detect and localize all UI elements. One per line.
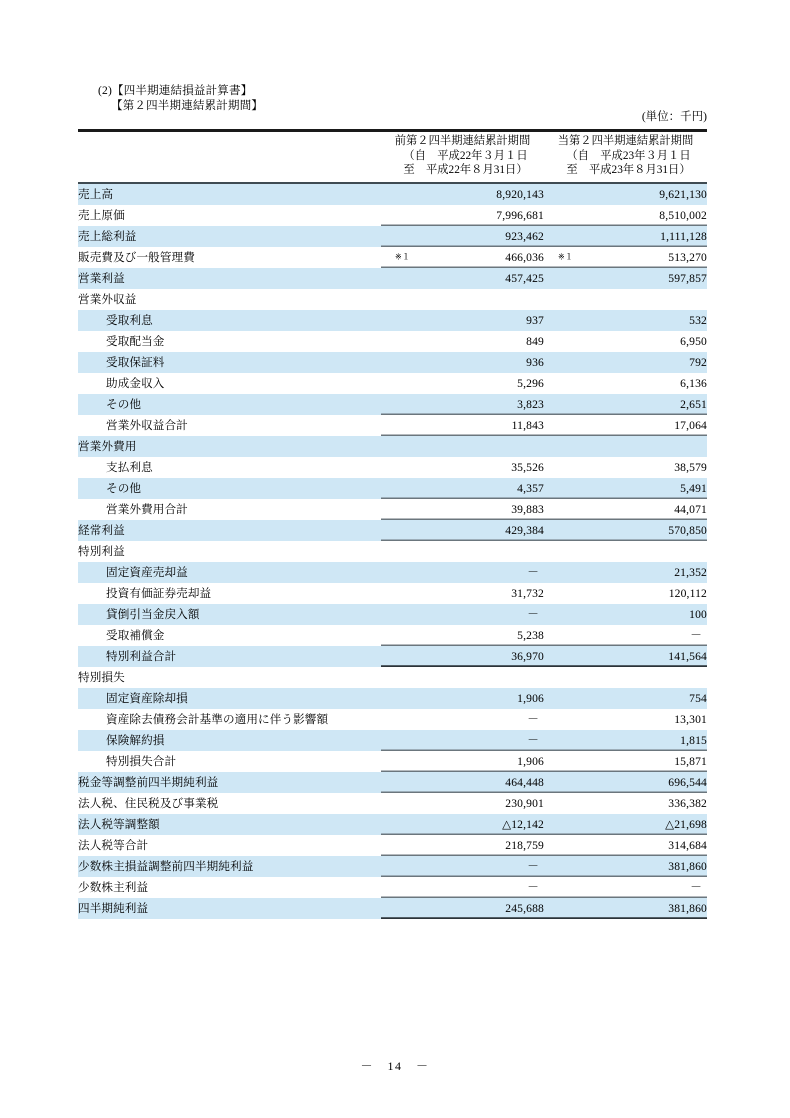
- row-label: 資産除去債務会計基準の適用に伴う影響額: [106, 713, 329, 726]
- row-value-prev: [381, 436, 544, 457]
- value-text: 1,906: [517, 754, 544, 768]
- table-top-rule: [78, 129, 707, 132]
- value-text: －: [527, 881, 539, 894]
- row-value-curr: [544, 646, 707, 667]
- table-row: [78, 562, 707, 583]
- value-text: 597,857: [668, 271, 707, 285]
- table-row: [78, 205, 707, 226]
- value-text: 464,448: [505, 775, 544, 789]
- table-row: [78, 289, 707, 310]
- value-text: 5,491: [680, 481, 707, 495]
- row-value-curr: [544, 205, 707, 226]
- value-text: 1,906: [517, 691, 544, 705]
- table-row: [78, 835, 707, 856]
- value-text: 3,823: [517, 397, 544, 411]
- table-row: [78, 226, 707, 247]
- row-value-prev: [381, 877, 544, 898]
- row-value-prev: [381, 730, 544, 751]
- value-text: 39,883: [511, 502, 544, 516]
- value-text: 5,296: [517, 376, 544, 390]
- row-value-prev: [381, 247, 544, 268]
- curr-period-to: 至 平成23年８月31日）: [566, 164, 691, 176]
- value-text: 11,843: [511, 418, 544, 432]
- table-row: [78, 856, 707, 877]
- table-row: [78, 604, 707, 625]
- row-label: その他: [78, 394, 381, 415]
- value-text: 8,920,143: [496, 187, 544, 201]
- value-text: 381,860: [668, 859, 707, 873]
- table-row: [78, 310, 707, 331]
- row-value-prev: [381, 352, 544, 373]
- row-value-curr: [544, 310, 707, 331]
- value-text: 245,688: [505, 901, 544, 915]
- value-text: 1,815: [680, 733, 707, 747]
- row-label: 営業外収益合計: [106, 419, 188, 432]
- value-text: 5,238: [517, 628, 544, 642]
- value-text: 923,462: [505, 229, 544, 243]
- table-row: [78, 709, 707, 730]
- column-header-current-period: [544, 129, 707, 182]
- section-heading-line-2: 【第２四半期連結累計期間】: [111, 100, 264, 112]
- table-row: [78, 667, 707, 688]
- row-value-curr: [544, 478, 707, 499]
- value-text: －: [690, 629, 702, 642]
- unit-note: (単位：千円): [641, 111, 707, 123]
- value-text: 9,621,130: [659, 187, 707, 201]
- table-row: [78, 457, 707, 478]
- section-heading: [98, 84, 263, 114]
- value-text: －: [527, 713, 539, 726]
- row-label: 貸倒引当金戻入額: [78, 604, 381, 625]
- value-text: 6,950: [680, 334, 707, 348]
- footnote-mark: ※１: [558, 252, 574, 262]
- value-text: 100: [689, 607, 707, 621]
- row-value-curr: [544, 877, 707, 898]
- table-row: [78, 415, 707, 436]
- row-label: 法人税等合計: [78, 839, 149, 852]
- row-value-curr: [544, 226, 707, 247]
- row-label: 少数株主利益: [78, 881, 149, 894]
- value-text: 6,136: [680, 376, 707, 390]
- row-label: 営業外費用合計: [106, 503, 188, 516]
- value-text: 141,564: [668, 649, 707, 663]
- value-text: －: [527, 566, 539, 579]
- value-text: △12,142: [502, 818, 544, 831]
- table-row: [78, 877, 707, 898]
- value-text: 120,112: [668, 586, 707, 600]
- table-row: [78, 247, 707, 268]
- row-value-curr: [544, 625, 707, 646]
- row-label: 四半期純利益: [78, 898, 381, 919]
- row-label: 固定資産売却益: [78, 562, 381, 583]
- table-row: [78, 331, 707, 352]
- row-value-curr: [544, 268, 707, 289]
- row-value-prev: [381, 772, 544, 793]
- row-value-curr: [544, 751, 707, 772]
- row-label: 経常利益: [78, 520, 381, 541]
- table-body: [78, 129, 707, 919]
- table-row: [78, 625, 707, 646]
- row-value-prev: [381, 226, 544, 247]
- table-row: [78, 520, 707, 541]
- row-value-curr: [544, 184, 707, 205]
- table-row: [78, 394, 707, 415]
- row-label: 売上高: [78, 184, 381, 205]
- row-value-prev: [381, 688, 544, 709]
- row-value-prev: [381, 268, 544, 289]
- row-value-prev: [381, 856, 544, 877]
- table-row: [78, 688, 707, 709]
- value-text: 754: [689, 691, 707, 705]
- table-row: [78, 184, 707, 205]
- value-text: 570,850: [668, 523, 707, 537]
- row-value-prev: [381, 583, 544, 604]
- row-value-prev: [381, 205, 544, 226]
- value-text: 7,996,681: [496, 208, 544, 222]
- table-row: [78, 541, 707, 562]
- prev-period-title: 前第２四半期連結累計期間: [394, 135, 531, 147]
- table-row: [78, 772, 707, 793]
- value-text: 230,901: [505, 796, 544, 810]
- row-label: 営業外収益: [78, 293, 137, 306]
- curr-period-title: 当第２四半期連結累計期間: [557, 135, 694, 147]
- row-value-curr: [544, 667, 707, 688]
- value-text: 1,111,128: [660, 229, 707, 243]
- row-label: 少数株主損益調整前四半期純利益: [78, 856, 381, 877]
- row-label: 支払利息: [106, 461, 153, 474]
- row-label: その他: [78, 478, 381, 499]
- value-text: 31,732: [511, 586, 544, 600]
- row-value-curr: [544, 793, 707, 814]
- table-row: [78, 793, 707, 814]
- table-row: [78, 583, 707, 604]
- value-text: 696,544: [668, 775, 707, 789]
- row-label: 受取保証料: [78, 352, 381, 373]
- row-value-curr: [544, 709, 707, 730]
- footnote-mark: ※１: [395, 252, 411, 262]
- table-row: [78, 436, 707, 457]
- table-column-header-row: [78, 129, 707, 182]
- row-label: 販売費及び一般管理費: [78, 251, 195, 264]
- value-text: 937: [526, 313, 544, 327]
- row-label: 特別損失: [78, 671, 125, 684]
- row-value-curr: [544, 730, 707, 751]
- value-text: 13,301: [674, 712, 707, 726]
- value-text: 457,425: [505, 271, 544, 285]
- page-number: － 14 －: [360, 1059, 430, 1073]
- row-value-curr: [544, 814, 707, 835]
- value-text: 466,036: [505, 250, 544, 264]
- row-value-curr: [544, 373, 707, 394]
- row-value-prev: [381, 835, 544, 856]
- table-row: [78, 646, 707, 667]
- table-row: [78, 499, 707, 520]
- row-label: 受取利息: [78, 310, 381, 331]
- row-value-prev: [381, 667, 544, 688]
- row-value-prev: [381, 373, 544, 394]
- value-text: 17,064: [674, 418, 707, 432]
- value-text: 849: [526, 334, 544, 348]
- value-text: 36,970: [511, 649, 544, 663]
- row-label: 売上原価: [78, 209, 125, 222]
- row-value-curr: [544, 541, 707, 562]
- row-value-prev: [381, 457, 544, 478]
- row-value-prev: [381, 898, 544, 919]
- prev-period-from: （自 平成22年３月１日: [403, 149, 528, 162]
- row-value-prev: [381, 331, 544, 352]
- row-value-prev: [381, 604, 544, 625]
- table-row: [78, 352, 707, 373]
- prev-period-to: 至 平成22年８月31日）: [403, 164, 528, 176]
- row-value-curr: [544, 856, 707, 877]
- row-label: 売上総利益: [78, 226, 381, 247]
- row-value-curr: [544, 247, 707, 268]
- row-value-curr: [544, 583, 707, 604]
- row-value-curr: [544, 688, 707, 709]
- row-value-curr: [544, 394, 707, 415]
- row-value-curr: [544, 520, 707, 541]
- value-text: 218,759: [505, 838, 544, 852]
- row-value-prev: [381, 520, 544, 541]
- row-value-prev: [381, 625, 544, 646]
- value-text: 532: [689, 313, 707, 327]
- row-value-curr: [544, 898, 707, 919]
- row-value-curr: [544, 352, 707, 373]
- table-row: [78, 373, 707, 394]
- row-value-curr: [544, 499, 707, 520]
- value-text: －: [690, 881, 702, 894]
- row-label: 助成金収入: [106, 377, 165, 390]
- row-label: 営業外費用: [78, 436, 381, 457]
- row-value-curr: [544, 415, 707, 436]
- value-text: 44,071: [674, 502, 707, 516]
- value-text: 21,352: [674, 565, 707, 579]
- row-value-curr: [544, 436, 707, 457]
- income-statement-table: [78, 129, 707, 919]
- value-text: 336,382: [668, 796, 707, 810]
- row-label: 特別利益合計: [78, 646, 381, 667]
- value-text: 429,384: [505, 523, 544, 537]
- value-text: 792: [689, 355, 707, 369]
- row-label: 法人税、住民税及び事業税: [78, 797, 219, 810]
- row-label: 固定資産除却損: [78, 688, 381, 709]
- table-row: [78, 814, 707, 835]
- value-text: 513,270: [668, 250, 707, 264]
- row-value-prev: [381, 814, 544, 835]
- section-heading-line-1: (2)【四半期連結損益計算書】: [98, 85, 253, 97]
- value-text: 15,871: [674, 754, 707, 768]
- row-value-curr: [544, 457, 707, 478]
- table-row: [78, 478, 707, 499]
- column-header-blank: [78, 129, 381, 182]
- row-label: 営業利益: [78, 268, 381, 289]
- row-value-prev: [381, 709, 544, 730]
- row-value-prev: [381, 394, 544, 415]
- row-value-curr: [544, 289, 707, 310]
- curr-period-from: （自 平成23年３月１日: [566, 149, 691, 162]
- row-label: 保険解約損: [78, 730, 381, 751]
- table-row: [78, 751, 707, 772]
- table-row: [78, 898, 707, 919]
- value-text: －: [527, 608, 539, 621]
- row-value-prev: [381, 499, 544, 520]
- row-value-curr: [544, 772, 707, 793]
- row-value-prev: [381, 310, 544, 331]
- row-value-prev: [381, 646, 544, 667]
- value-text: 8,510,002: [659, 208, 707, 222]
- table-row: [78, 268, 707, 289]
- table-row: [78, 730, 707, 751]
- row-value-curr: [544, 604, 707, 625]
- value-text: 38,579: [674, 460, 707, 474]
- value-text: 936: [526, 355, 544, 369]
- row-value-prev: [381, 478, 544, 499]
- row-value-prev: [381, 289, 544, 310]
- value-text: －: [527, 860, 539, 873]
- row-label: 投資有価証券売却益: [106, 587, 212, 600]
- value-text: 35,526: [511, 460, 544, 474]
- row-label: 税金等調整前四半期純利益: [78, 772, 381, 793]
- row-value-prev: [381, 751, 544, 772]
- row-label: 受取配当金: [106, 335, 165, 348]
- row-label: 法人税等調整額: [78, 814, 381, 835]
- row-label: 受取補償金: [106, 629, 165, 642]
- value-text: 314,684: [668, 838, 707, 852]
- row-value-prev: [381, 793, 544, 814]
- value-text: △21,698: [665, 818, 707, 831]
- column-header-previous-period: [381, 129, 544, 182]
- row-value-prev: [381, 184, 544, 205]
- value-text: 381,860: [668, 901, 707, 915]
- row-value-curr: [544, 562, 707, 583]
- row-label: 特別損失合計: [106, 755, 177, 768]
- row-value-prev: [381, 415, 544, 436]
- value-text: 2,651: [680, 397, 707, 411]
- value-text: 4,357: [517, 481, 544, 495]
- value-text: －: [527, 734, 539, 747]
- row-value-curr: [544, 331, 707, 352]
- row-label: 特別利益: [78, 545, 125, 558]
- row-value-curr: [544, 835, 707, 856]
- row-value-prev: [381, 562, 544, 583]
- row-value-prev: [381, 541, 544, 562]
